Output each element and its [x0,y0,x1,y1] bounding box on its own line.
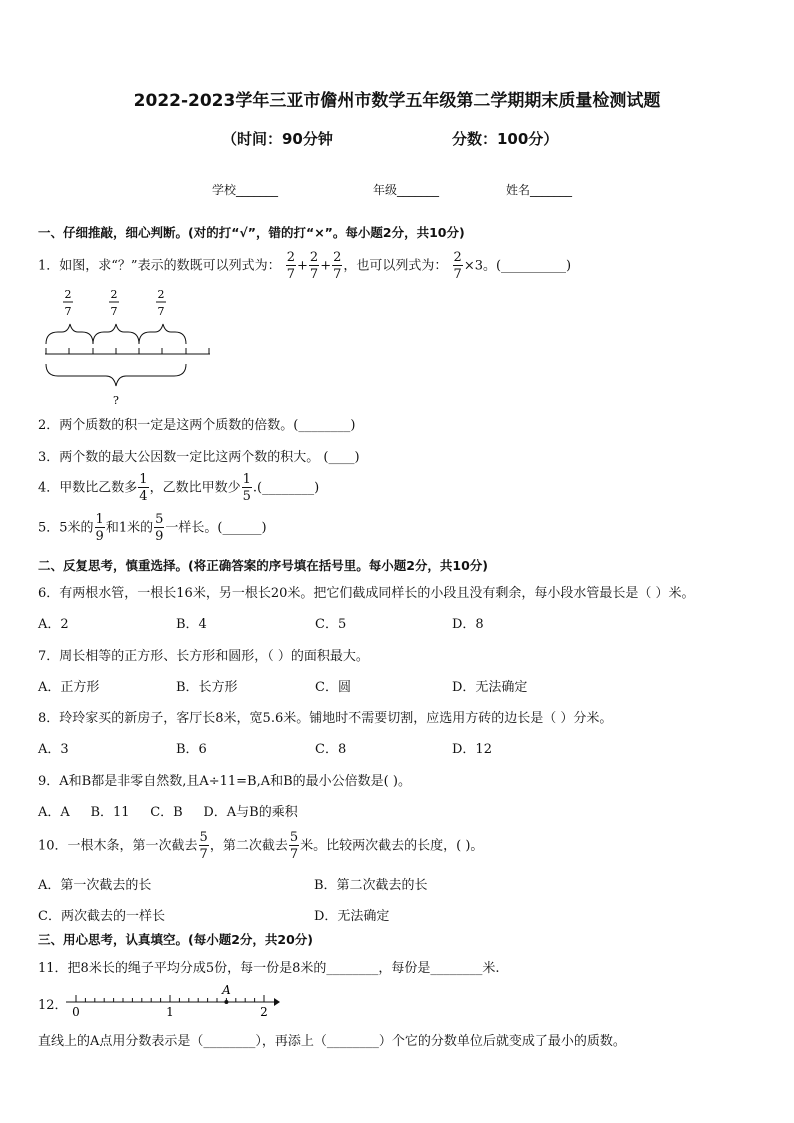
fig-frac-num: 2 [64,288,72,301]
fig-frac-den: 7 [157,305,165,318]
arrow-icon [274,998,280,1006]
q12-number-line [62,982,282,1018]
question-4: 4．甲数比乙数多 $\frac{1}{4}$ ，乙数比甲数少 $\frac{1}{5}$ .(________) [38,472,320,504]
tick-label-2: 2 [260,1005,268,1018]
point-a-marker [224,1000,228,1004]
school-field[interactable]: 学校_______ [212,183,279,197]
point-a-label: A [222,983,231,997]
question-5: 5．5米的 $\frac{1}{9}$ 和1米的 $\frac{5}{9}$ 一样长。(______) [38,512,267,544]
fig-question-mark: ? [113,394,119,407]
question-9: 9．A和B都是非零自然数,且A÷11=B,A和B的最小公倍数是( )。 [38,774,411,789]
option-b[interactable]: B．6 [176,742,207,757]
option-d[interactable]: D．8 [452,617,484,632]
section-2-heading: 二、反复思考，慎重选择。(将正确答案的序号填在括号里。每小题2分，共10分) [38,558,489,573]
fig-frac-den: 7 [110,305,118,318]
option-c[interactable]: C．8 [315,742,347,757]
option-c[interactable]: C．圆 [315,680,351,695]
question-11: 11．把8米长的绳子平均分成5份，每一份是8米的________，每份是________米. [38,961,500,976]
question-12: 直线上的A点用分数表示是（________），再添上（________）个它的分数单位后就变成了最小的质数。 [38,1034,626,1049]
fig-frac-den: 7 [64,305,72,318]
option-a[interactable]: A．3 [38,742,69,757]
fig-frac-num: 2 [110,288,118,301]
option-b[interactable]: B．4 [176,617,207,632]
option-b[interactable]: B．长方形 [176,680,238,695]
question-9-options[interactable]: A．A B．11 C．B D．A与B的乘积 [38,805,298,820]
exam-score: 分数：100分） [452,130,559,148]
option-d[interactable]: D．无法确定 [452,680,528,695]
option-d[interactable]: D．12 [452,742,492,757]
exam-title: 2022-2023学年三亚市儋州市数学五年级第二学期期末质量检测试题 [133,91,661,111]
question-1: 1．如图，求“？”表示的数既可以列式为： $\frac{2}{7}$ + $\frac{2}{7}$ + $\frac{2}{7}$ ，也可以列式为： $\frac{2}{7}$ ×3。(__________) [38,250,572,282]
tick-label-0: 0 [72,1005,80,1018]
option-b[interactable]: B．第二次截去的长 [314,878,428,893]
option-a[interactable]: A．第一次截去的长 [38,878,152,893]
option-a[interactable]: A．正方形 [38,680,100,695]
exam-time: （时间：90分钟 [222,130,333,148]
question-3: 3．两个数的最大公因数一定比这两个数的积大。 (____) [38,450,360,465]
option-d[interactable]: D．无法确定 [314,909,390,924]
question-12-label: 12． [38,998,68,1013]
question-8: 8．玲玲家买的新房子，客厅长8米，宽5.6米。铺地时不需要切割，应选用方砖的边长是（ ）分米。 [38,711,613,726]
section-1-heading: 一、仔细推敲，细心判断。(对的打“√”，错的打“×”。每小题2分，共10分) [38,225,465,240]
question-2: 2．两个质数的积一定是这两个质数的倍数。(________) [38,418,356,433]
question-10: 10．一根木条，第一次截去 $\frac{5}{7}$ ，第二次截去 $\frac{5}{7}$ 米。比较两次截去的长度，( )。 [38,830,484,862]
option-a[interactable]: A．2 [38,617,69,632]
question-6: 6．有两根水管，一根长16米，另一根长20米。把它们截成同样长的小段且没有剩余，每小段水管最长是（ ）米。 [38,586,695,601]
section-3-heading: 三、用心思考，认真填空。(每小题2分，共20分) [38,932,314,947]
question-7: 7．周长相等的正方形、长方形和圆形，（ ）的面积最大。 [38,649,369,664]
name-field[interactable]: 姓名_______ [506,183,573,197]
option-c[interactable]: C．两次截去的一样长 [38,909,165,924]
fig-frac-num: 2 [157,288,165,301]
option-c[interactable]: C．5 [315,617,347,632]
q1-segment-figure [40,288,215,408]
grade-field[interactable]: 年级_______ [373,183,440,197]
tick-label-1: 1 [166,1005,174,1018]
